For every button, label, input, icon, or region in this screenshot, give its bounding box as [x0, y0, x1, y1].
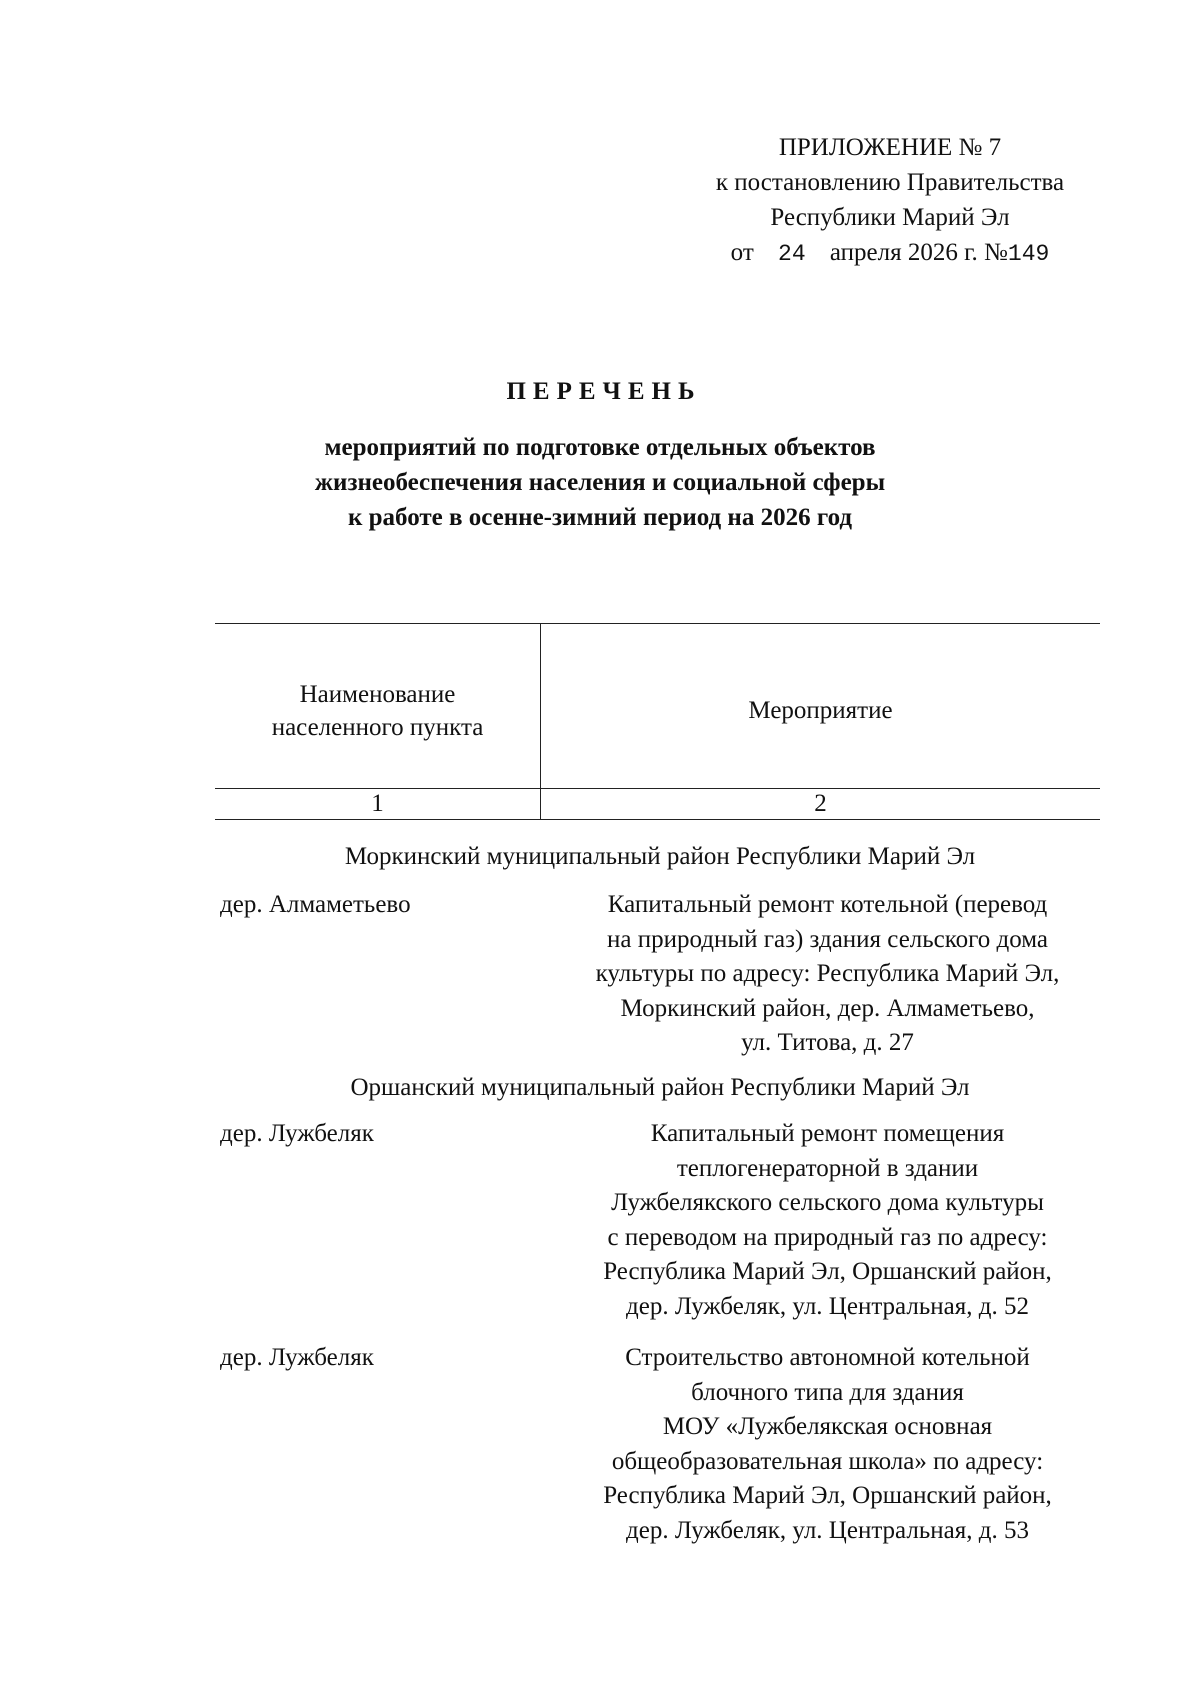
measure-description	[550, 1341, 1105, 1548]
appendix-line-3: Республики Марий Эл	[770, 204, 1010, 231]
measure-line: дер. Лужбеляк, ул. Центральная, д. 52	[626, 1292, 1029, 1320]
measure-line: Капитальный ремонт помещения	[650, 1120, 1005, 1147]
measure-line: ул. Титова, д. 27	[741, 1029, 914, 1056]
measure-line: Республика Марий Эл, Оршанский район,	[603, 1482, 1052, 1509]
measure-line: на природный газ) здания сельского дома	[606, 925, 1049, 953]
measure-description	[550, 888, 1105, 1061]
measure-line: блочного типа для здания	[691, 1378, 964, 1406]
measure-line: с переводом на природный газ по адресу:	[607, 1223, 1048, 1251]
measure-line: теплогенераторной в здании	[676, 1154, 979, 1182]
table-rule-top	[215, 623, 1100, 624]
appendix-date-line	[680, 235, 1100, 272]
column-header-line: Наименование	[299, 681, 456, 708]
appendix-line-2: к постановлению Правительства	[715, 169, 1065, 196]
measure-line: МОУ «Лужбелякская основная	[662, 1413, 993, 1440]
subtitle-line: к работе в осенне-зимний период на 2026 год	[348, 504, 852, 531]
date-middle: апреля 2026 г. №	[829, 239, 1008, 266]
settlement-name: дер. Лужбеляк	[220, 1120, 374, 1147]
document-title: ПЕРЕЧЕНЬ	[506, 378, 702, 405]
date-prefix: от	[730, 239, 754, 266]
appendix-block	[680, 130, 1100, 272]
measure-line: Капитальный ремонт котельной (перевод	[607, 891, 1048, 918]
district-heading: Оршанский муниципальный район Республики Марий Эл	[350, 1074, 970, 1101]
column-header-line: населенного пункта	[271, 714, 484, 741]
column-number-2: 2	[814, 790, 827, 817]
settlement-name: дер. Алмаметьево	[220, 891, 411, 918]
measure-line: Строительство автономной котельной	[625, 1344, 1030, 1371]
date-day: 24	[778, 241, 806, 267]
subtitle-line: мероприятий по подготовке отдельных объектов	[324, 434, 876, 461]
appendix-title: ПРИЛОЖЕНИЕ № 7	[778, 134, 1002, 161]
document-subtitle	[0, 430, 1200, 535]
table-rule-bottom	[215, 819, 1100, 820]
table-rule-middle	[215, 788, 1100, 789]
column-header-measure: Мероприятие	[748, 697, 893, 724]
settlement-name: дер. Лужбеляк	[220, 1344, 374, 1371]
subtitle-line: жизнеобеспечения населения и социальной сферы	[314, 469, 886, 496]
measure-line: общеобразовательная школа» по адресу:	[611, 1447, 1044, 1475]
measure-line: культуры по адресу: Республика Марий Эл,	[595, 960, 1060, 987]
measure-description	[550, 1117, 1105, 1324]
column-number-1: 1	[371, 790, 384, 817]
measure-line: дер. Лужбеляк, ул. Центральная, д. 53	[626, 1516, 1029, 1544]
table-header	[215, 623, 1100, 823]
measure-line: Лужбелякского сельского дома культуры	[611, 1189, 1044, 1216]
measure-line: Моркинский район, дер. Алмаметьево,	[620, 994, 1035, 1022]
date-number: 149	[1007, 241, 1050, 267]
measure-line: Республика Марий Эл, Оршанский район,	[603, 1258, 1052, 1285]
district-heading: Моркинский муниципальный район Республики Марий Эл	[344, 843, 976, 870]
column-header-settlement	[215, 678, 540, 744]
